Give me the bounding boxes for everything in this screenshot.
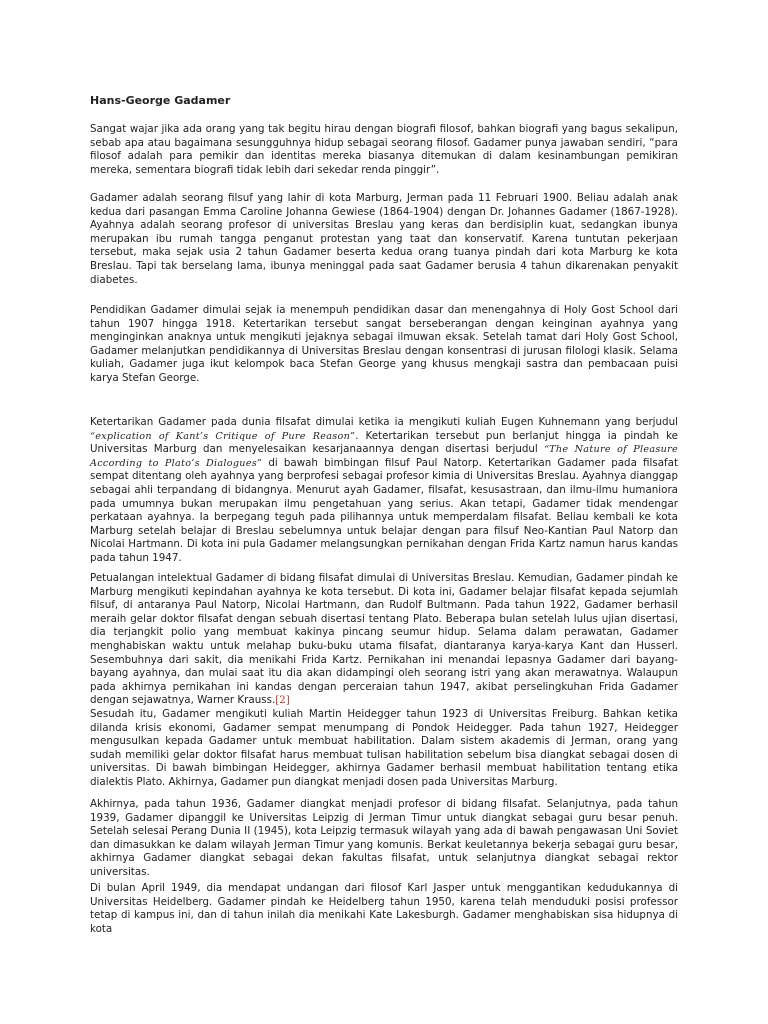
paragraph-birth: Gadamer adalah seorang filsuf yang lahir di kota Marburg, Jerman pada 11 Februari 1900. Beliau adalah anak kedua dari pasangan Emma Caroline Johanna Gewiese (1864-1904) dengan Dr. Johannes Gadamer (1867-1928). Ayahnya adalah seorang profesor di universitas Breslau yang keras dan berdisiplin kuat, sedangkan ibunya merupakan ibu rumah tangga penganut protestan yang taat dan konservatif. Karena tuntutan pekerjaan tersebut, maka sejak usia 2 tahun Gadamer beserta kedua orang tuanya pindah dari kota Marburg ke kota Breslau. Tapi tak berselang lama, ibunya meninggal pada saat Gadamer berusia 4 tahun dikarenakan penyakit diabetes. <box>90 192 678 286</box>
paragraph-text-segment: . Ketertarikan tersebut pun berlanjut hingga ia pindah ke Universitas Marburg dan menyelesaikan kesarjanaannya dengan disertasi berjudul <box>90 429 679 456</box>
lecture-title: “explication of Kant’s Critique of Pure Reason” <box>90 430 356 442</box>
paragraph-text-segment: di bawah bimbingan filsuf Paul Natorp. Ketertarikan Gadamer pada filsafat sempat ditentang oleh ayahnya yang berprofesi sebagai profesor kimia di Universitas Breslau. Ayahnya dianggap sebagai ahli terpandang di bidangnya. Menurut ayah Gadamer, filsafat, kesusastraan, dan ilmu-ilmu humaniora pada umumnya bukan merupakan ilmu pengetahuan yang serius. Akan tetapi, Gadamer tidak mendengar perkataan ayahnya. Ia berpegang teguh pada pilihannya untuk memperdalam filsafat. Beliau kembali ke kota Marburg setelah belajar di Breslau sebelumnya untuk belajar dengan para filsuf Neo-Kantian Paul Natorp dan Nicolai Hartmann. Di kota ini pula Gadamer melangsungkan pernikahan dengan Frida Kartz namun harus kandas pada tahun 1947. <box>90 456 678 564</box>
paragraph-text-segment: Petualangan intelektual Gadamer di bidang filsafat dimulai di Universitas Breslau. Kemudian, Gadamer pindah ke Marburg mengikuti kepindahan ayahnya ke kota tersebut. Di kota ini, Gadamer belajar filsafat kepada sejumlah filsuf, di antaranya Paul Natorp, Nicolai Hartmann, dan Rudolf Bultmann. Pada tahun 1922, Gadamer berhasil meraih gelar doktor filsafat dengan sebuah disertasi tentang Plato. Beberapa bulan setelah lulus ujian disertasi, dia terjangkit polio yang membuat kakinya pincang seumur hidup. Selama dalam perawatan, Gadamer menghabiskan waktu untuk melahap buku-buku utama filsafat, diantaranya karya-karya Kant dan Husserl. Sesembuhnya dari sakit, dia menikahi Frida Kartz. Pernikahan ini menandai lepasnya Gadamer dari bayang-bayang ayahnya, dan mulai saat itu dia akan didampingi oleh seorang istri yang akan merawatnya. Walaupun pada akhirnya pernikahan ini kandas dengan perceraian tahun 1947, akibat perselingkuhan Frida Gadamer dengan sejawatnya, Warner Krauss. <box>90 572 678 707</box>
footnote-reference-link[interactable]: [2] <box>275 694 290 707</box>
paragraph-education: Pendidikan Gadamer dimulai sejak ia menempuh pendidikan dasar dan menengahnya di Holy Gost School dari tahun 1907 hingga 1918. Ketertarikan tersebut sangat berseberangan dengan keinginan ayahnya yang menginginkan anaknya untuk mengikuti jejaknya sebagai ilmuwan eksak. Setelah tamat dari Holy Gost School, Gadamer melanjutkan pendidikannya di Universitas Breslau dengan konsentrasi di jurusan filologi klasik. Selama kuliah, Gadamer juga ikut kelompok baca Stefan George yang khusus mengkaji sastra dan pembacaan puisi karya Stefan George. <box>90 304 678 384</box>
paragraph-intro: Sangat wajar jika ada orang yang tak begitu hirau dengan biografi filosof, bahkan biografi yang bagus sekalipun, sebab apa atau bagaimana sesungguhnya hidup sebagai seorang filosof. Gadamer punya jawaban sendiri, “para filosof adalah para pemikir dan identitas mereka biasanya ditemukan di dalam kesinambungan pemikiran mereka, sementara biografi tidak lebih dari sekedar renda pinggir”. <box>90 123 678 176</box>
document-title: Hans-George Gadamer <box>90 94 231 107</box>
paragraph-intellectual-journey <box>90 572 678 790</box>
paragraph-leipzig: Akhirnya, pada tahun 1936, Gadamer diangkat menjadi profesor di bidang filsafat. Selanjutnya, pada tahun 1939, Gadamer dipanggil ke Universitas Leipzig di Jerman Timur untuk diangkat sebagai guru besar penuh. Setelah selesai Perang Dunia II (1945), kota Leipzig termasuk wilayah yang ada di bawah pengawasan Uni Soviet dan dimasukkan ke dalam wilayah Jerman Timur yang komunis. Berkat keuletannya bekerja sebagai guru besar, akhirnya Gadamer diangkat sebagai dekan fakultas filsafat, untuk selanjutnya diangkat sebagai rektor universitas. <box>90 798 678 878</box>
paragraph-text-segment: Sesudah itu, Gadamer mengikuti kuliah Martin Heidegger tahun 1923 di Universitas Freiburg. Bahkan ketika dilanda krisis ekonomi, Gadamer sempat menumpang di Pondok Heidegger. Pada tahun 1927, Heidegger mengusulkan kepada Gadamer untuk membuat habilitation. Dalam sistem akademis di Jerman, orang yang sudah memiliki gelar doktor filsafat harus membuat tulisan habilitation sebelum bisa diangkat sebagai dosen di universitas. Di bawah bimbingan Heidegger, akhirnya Gadamer berhasil membuat habilitation tentang etika dialektis Plato. Akhirnya, Gadamer pun diangkat menjadi dosen pada Universitas Marburg. <box>90 707 678 788</box>
document-page <box>90 0 678 1024</box>
dissertation-title: “The Nature of Pleasure According to Plato’s Dialogues” <box>90 444 678 469</box>
paragraph-philosophy-interest <box>90 416 678 566</box>
paragraph-heidelberg: Di bulan April 1949, dia mendapat undangan dari filosof Karl Jasper untuk menggantikan kedudukannya di Universitas Heidelberg. Gadamer pindah ke Heidelberg tahun 1950, karena telah menduduki posisi professor tetap di kampus ini, dan di tahun inilah dia menikahi Kate Lakesburgh. Gadamer menghabiskan sisa hidupnya di kota <box>90 882 678 935</box>
paragraph-text-segment: Ketertarikan Gadamer pada dunia filsafat dimulai ketika ia mengikuti kuliah Eugen Kuhnemann yang berjudul <box>90 416 678 428</box>
